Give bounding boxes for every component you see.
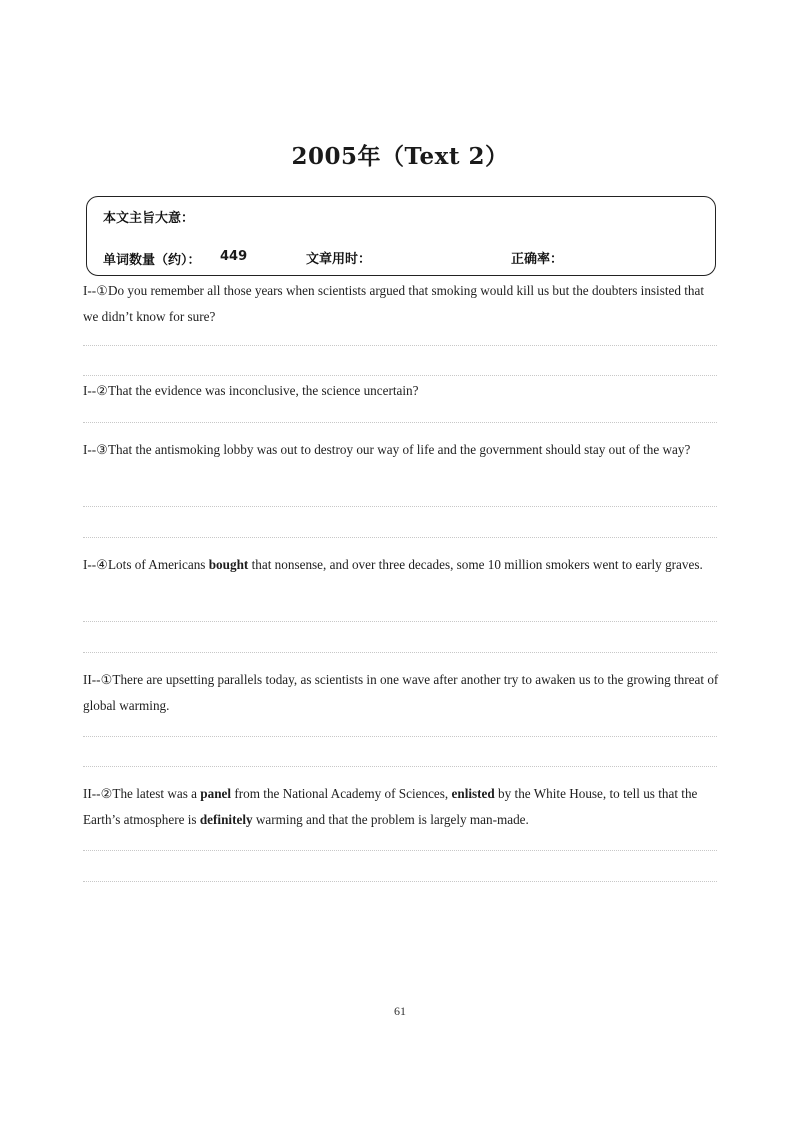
paragraph [83,437,719,463]
accuracy-label: 正确率： [511,252,564,267]
vocab-word: panel [200,786,232,801]
sentence-text: Lots of Americans [108,557,209,572]
sentence-number: I--② [83,383,108,398]
vocab-word: enlisted [451,786,495,801]
sentence-text: The latest was a [112,786,201,801]
wordcount-value: 449 [220,249,248,264]
theme-label: 本文主旨大意： [103,211,195,226]
answer-line [83,375,717,376]
sentence-text: There are upsetting parallels today, as scientists in one wave after another try to awaken us to the growing threat of global warming. [83,672,719,713]
answer-line [83,621,717,622]
page-number: 61 [394,1004,406,1018]
page-title: 2005年（Text 2） [291,143,509,170]
sentence-number: I--③ [83,442,108,457]
paragraph [83,278,719,330]
answer-line [83,736,717,737]
sentence-text: that nonsense, and over three decades, some 10 million smokers went to early graves. [248,557,703,572]
vocab-word: bought [208,557,249,572]
sentence-number: II--① [83,672,113,687]
vocab-word: definitely [199,812,253,827]
sentence-number: I--④ [83,557,108,572]
wordcount-label: 单词数量（约）： [103,253,201,268]
sentence-text: from the National Academy of Sciences, [231,786,452,801]
answer-line [83,652,717,653]
paragraph [83,781,719,833]
answer-line [83,881,717,882]
paragraph [83,667,719,719]
answer-line [83,506,717,507]
paragraph [83,378,719,404]
sentence-text: warming and that the problem is largely man-made. [252,812,529,827]
answer-line [83,537,717,538]
time-label: 文章用时： [306,252,372,267]
answer-line [83,345,717,346]
sentence-number: I--① [83,283,108,298]
sentence-text: That the evidence was inconclusive, the science uncertain? [108,383,419,398]
sentence-text: Do you remember all those years when scientists argued that smoking would kill us but the doubters insisted that we didn’t know for sure? [83,283,705,324]
sentence-text: by the White House, to tell us that the Earth’s atmosphere is [83,786,698,827]
sentence-number: II--② [83,786,113,801]
sentence-text: That the antismoking lobby was out to destroy our way of life and the government should stay out of the way? [108,442,691,457]
answer-line [83,850,717,851]
info-box [86,196,716,276]
answer-line [83,422,717,423]
paragraph [83,552,719,578]
answer-line [83,766,717,767]
